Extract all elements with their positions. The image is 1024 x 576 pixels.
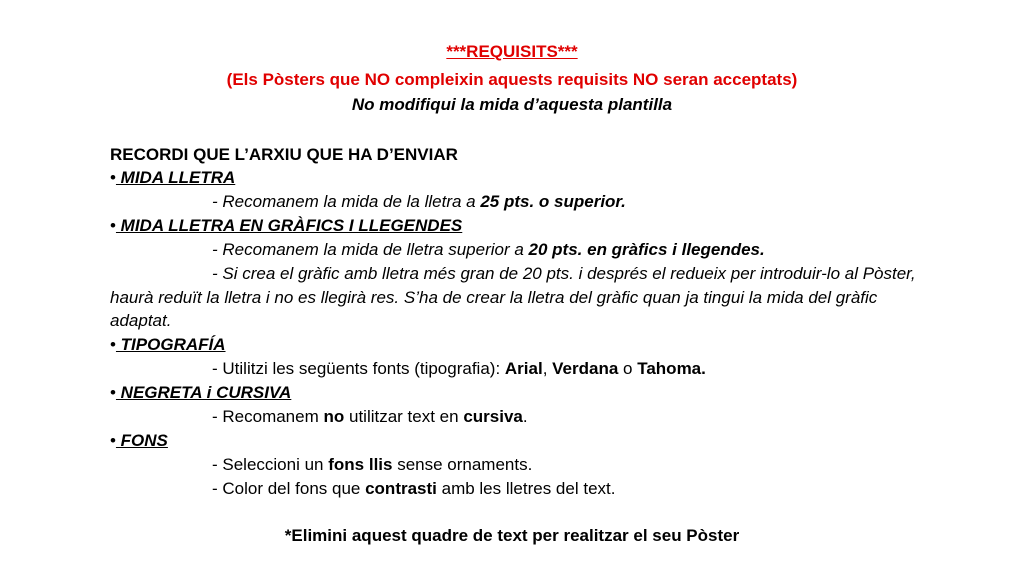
requirements-warning: (Els Pòsters que NO compleixin aquests requisits NO seran acceptats)	[226, 70, 798, 89]
section-title: MIDA LLETRA	[115, 168, 236, 187]
grafics-line-2: - Si crea el gràfic amb lletra més gran de 20 pts. i després el redueix per introduir-lo al Pòster,	[212, 264, 916, 283]
fons-line-1: - Seleccioni un fons llis sense ornaments.	[212, 455, 533, 474]
section-fons	[110, 431, 168, 451]
section-tipografia	[110, 335, 226, 355]
tipografia-line: - Utilitzi les següents fonts (tipografia): Arial, Verdana o Tahoma.	[212, 359, 706, 378]
grafics-line-3: haurà reduït la lletra i no es llegirà res. S’ha de crear la lletra del gràfic quan ja tingui la mida del gràfic	[110, 288, 878, 307]
fons-line-2: - Color del fons que contrasti amb les lletres del text.	[212, 479, 616, 498]
intro-heading: RECORDI QUE L’ARXIU QUE HA D’ENVIAR	[110, 145, 458, 164]
grafics-line-1: - Recomanem la mida de lletra superior a 20 pts. en gràfics i llegendes.	[212, 240, 765, 259]
bullet: •	[110, 431, 116, 450]
requisits-title: ***REQUISITS***	[446, 42, 578, 61]
negreta-line: - Recomanem no utilitzar text en cursiva.	[212, 407, 528, 426]
footer-note: *Elimini aquest quadre de text per realitzar el seu Pòster	[284, 526, 740, 545]
mida-lletra-line: - Recomanem la mida de la lletra a 25 pts. o superior.	[212, 192, 626, 211]
bullet: •	[110, 216, 116, 235]
section-title: NEGRETA i CURSIVA	[115, 383, 292, 402]
grafics-line-4: adaptat.	[110, 311, 172, 330]
bullet: •	[110, 168, 116, 187]
section-title: MIDA LLETRA EN GRÀFICS I LLEGENDES	[115, 216, 463, 235]
bullet: •	[110, 383, 116, 402]
section-grafics	[110, 216, 462, 236]
section-title: TIPOGRAFÍA	[115, 335, 226, 354]
section-negreta	[110, 383, 291, 403]
section-title: FONS	[115, 431, 168, 450]
template-note: No modifiqui la mida d’aquesta plantilla	[351, 95, 673, 114]
bullet: •	[110, 335, 116, 354]
section-mida-lletra	[110, 168, 235, 188]
